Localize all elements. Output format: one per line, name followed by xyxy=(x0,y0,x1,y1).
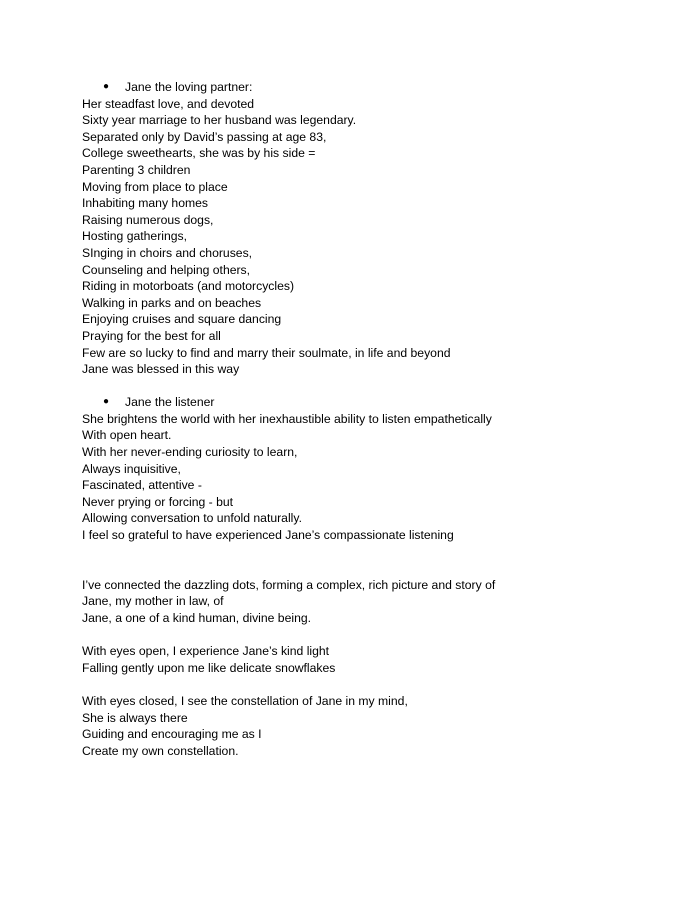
text-line: Jane was blessed in this way xyxy=(82,362,240,377)
text-line: Guiding and encouraging me as I xyxy=(82,727,262,742)
text-line: Allowing conversation to unfold naturally. xyxy=(82,511,302,526)
text-line: Counseling and helping others, xyxy=(82,262,251,277)
text-line: Separated only by David’s passing at age 83, xyxy=(82,129,327,144)
text-line: Inhabiting many homes xyxy=(82,196,209,211)
text-line: I’ve connected the dazzling dots, forming a complex, rich picture and story of xyxy=(82,577,496,592)
text-line: With eyes open, I experience Jane’s kind light xyxy=(82,644,330,659)
document-page xyxy=(82,79,682,759)
paragraph-gap xyxy=(82,627,682,644)
text-line: Few are so lucky to find and marry their soulmate, in life and beyond xyxy=(82,345,451,360)
text-line: Jane, a one of a kind human, divine being. xyxy=(82,611,312,625)
bullet-item-partner xyxy=(82,79,682,96)
text-line: Hosting gatherings, xyxy=(82,229,188,244)
paragraph-gap xyxy=(82,544,682,577)
text-line: Falling gently upon me like delicate snowflakes xyxy=(82,660,336,675)
text-line: SInging in choirs and choruses, xyxy=(82,245,253,260)
text-line: Praying for the best for all xyxy=(82,328,221,343)
text-line: She brightens the world with her inexhaustible ability to listen empathetically xyxy=(82,411,492,426)
text-line: Always inquisitive, xyxy=(82,461,181,476)
text-line: Create my own constellation. xyxy=(82,743,239,758)
text-line: Riding in motorboats (and motorcycles) xyxy=(82,279,295,294)
text-line: Enjoying cruises and square dancing xyxy=(82,312,282,327)
text-line: College sweethearts, she was by his side = xyxy=(82,146,316,161)
text-line: Never prying or forcing - but xyxy=(82,494,234,509)
bullet-icon: ● xyxy=(103,81,110,92)
text-line: Parenting 3 children xyxy=(82,162,191,177)
text-line: Moving from place to place xyxy=(82,179,228,194)
text-line: Her steadfast love, and devoted xyxy=(82,96,255,111)
text-line: Jane, my mother in law, of xyxy=(82,594,224,609)
text-line: Fascinated, attentive - xyxy=(82,478,202,493)
text-line: Raising numerous dogs, xyxy=(82,212,214,227)
section-heading: Jane the listener xyxy=(125,395,215,410)
bullet-icon: ● xyxy=(103,396,110,408)
text-line: With eyes closed, I see the constellation of Jane in my mind, xyxy=(82,693,408,708)
text-line: Sixty year marriage to her husband was legendary. xyxy=(82,113,357,128)
text-line: She is always there xyxy=(82,710,188,725)
bullet-item-listener xyxy=(82,394,682,411)
text-line: With her never-ending curiosity to learn, xyxy=(82,445,298,460)
text-line: Walking in parks and on beaches xyxy=(82,295,262,310)
text-line: With open heart. xyxy=(82,428,172,443)
text-line: I feel so grateful to have experienced Jane’s compassionate listening xyxy=(82,528,454,543)
section-heading: Jane the loving partner: xyxy=(125,80,253,94)
paragraph-gap xyxy=(82,378,682,395)
paragraph-gap xyxy=(82,676,682,693)
